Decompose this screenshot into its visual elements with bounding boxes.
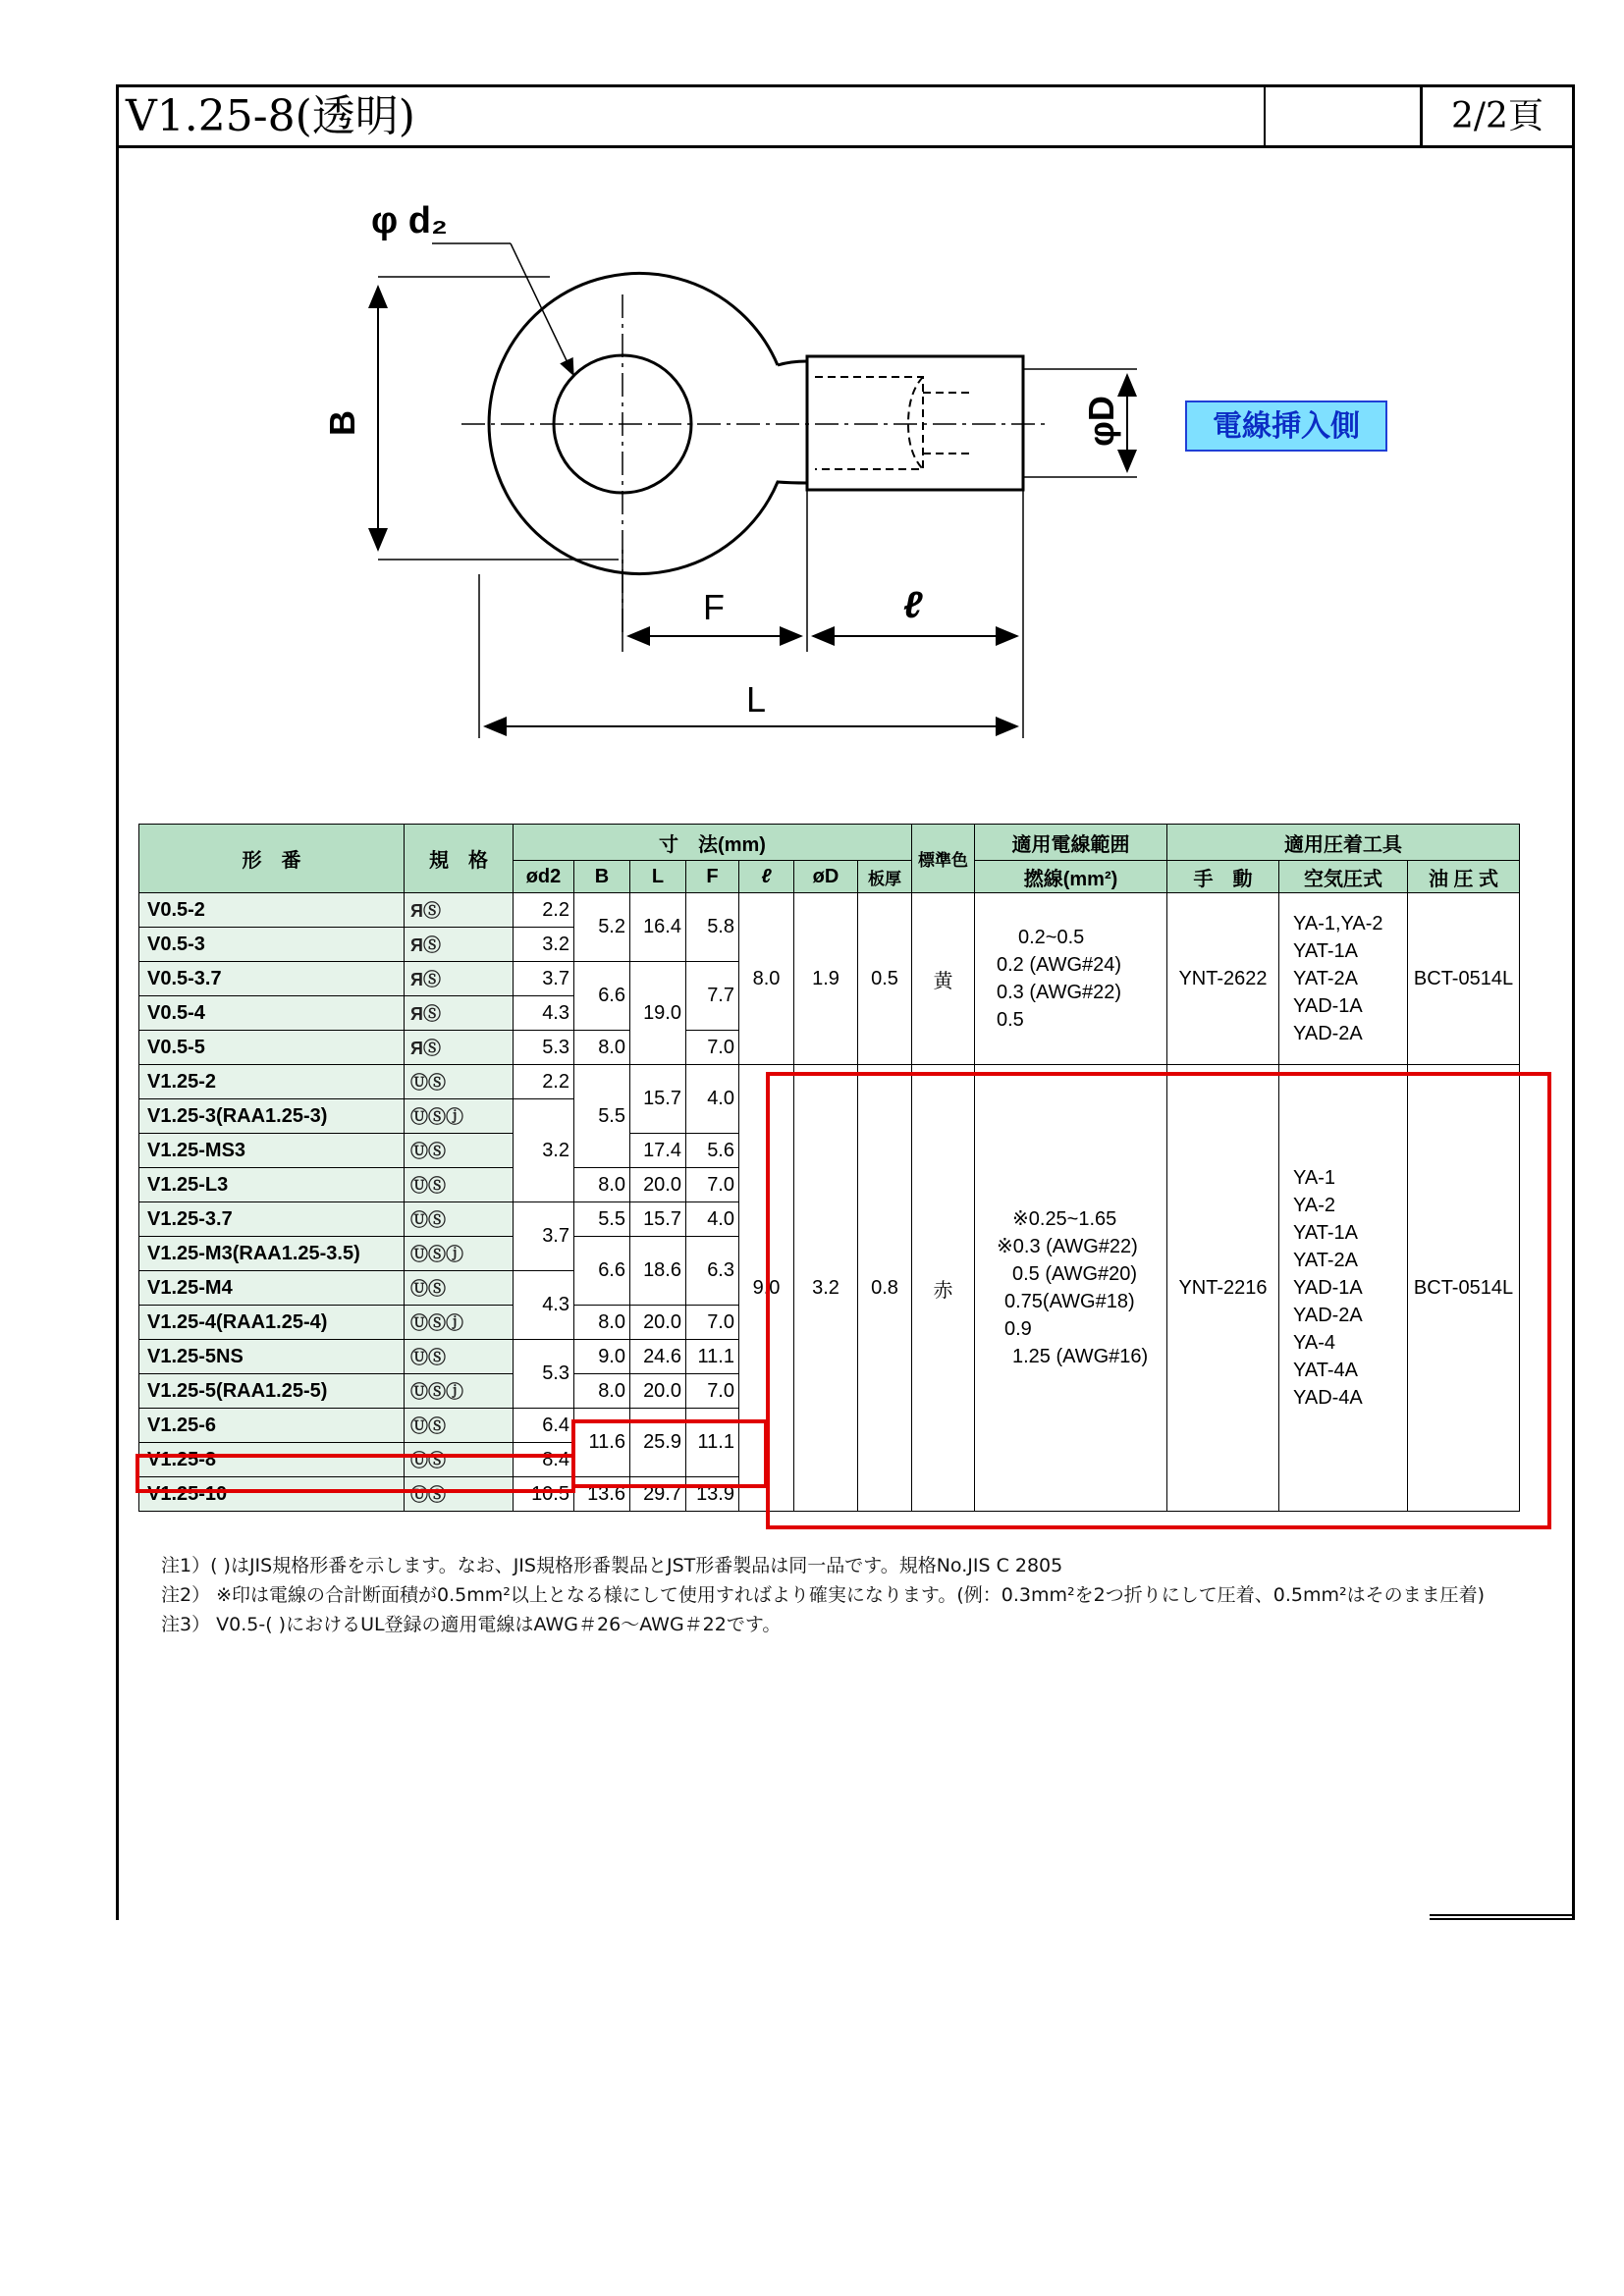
d2-value: 5.3	[514, 1340, 574, 1409]
L-value: 20.0	[630, 1168, 686, 1202]
col-thickness: 板厚	[858, 861, 912, 893]
D-value: 3.2	[794, 1065, 858, 1512]
L-value: 16.4	[630, 893, 686, 962]
standard-marks: ⓊⓈ	[405, 1065, 514, 1099]
col-l: ℓ	[739, 861, 794, 893]
F-value: 4.0	[686, 1065, 739, 1134]
F-value: 11.1	[686, 1409, 739, 1477]
F-value: 5.8	[686, 893, 739, 962]
model-name: V1.25-M3(RAA1.25-3.5)	[139, 1237, 405, 1271]
highlight-dimensions	[571, 1419, 768, 1488]
hydraulic-tool: BCT-0514L	[1408, 1065, 1520, 1512]
F-value: 7.0	[686, 1031, 739, 1065]
model-name: V1.25-L3	[139, 1168, 405, 1202]
model-name: V1.25-M4	[139, 1271, 405, 1306]
col-pneumatic: 空気圧式	[1279, 861, 1408, 893]
ring-neck	[778, 361, 807, 365]
pneumatic-tools-v125: YA-1 YA-2 YAT-1A YAT-2A YAD-1A YAD-2A YA-4 YAT-4A YAD-4A	[1279, 1065, 1408, 1512]
col-L: L	[630, 861, 686, 893]
B-value: 5.5	[574, 1202, 630, 1237]
B-value: 5.5	[574, 1065, 630, 1168]
standard-marks: ⓊⓈ	[405, 1271, 514, 1306]
manual-tool: YNT-2622	[1167, 893, 1279, 1065]
thickness-value: 0.5	[858, 893, 912, 1065]
model-name: V1.25-6	[139, 1409, 405, 1443]
model-name: V0.5-5	[139, 1031, 405, 1065]
B-value: 13.6	[574, 1477, 630, 1512]
L-value: 19.0	[630, 962, 686, 1065]
d2-value: 8.4	[514, 1443, 574, 1477]
model-name: V1.25-2	[139, 1065, 405, 1099]
B-value: 11.6	[574, 1409, 630, 1477]
highlight-common-specs	[766, 1072, 1551, 1529]
standard-marks: ⓊⓈ	[405, 1409, 514, 1443]
d2-value: 4.3	[514, 1271, 574, 1340]
F-value: 7.0	[686, 1168, 739, 1202]
standard-marks: ЯⓈ	[405, 962, 514, 996]
col-manual: 手 動	[1167, 861, 1279, 893]
D-value: 1.9	[794, 893, 858, 1065]
standard-marks: ⓊⓈⓙ	[405, 1306, 514, 1340]
l-value: 9.0	[739, 1065, 794, 1512]
model-name: V0.5-4	[139, 996, 405, 1031]
L-value: 17.4	[630, 1134, 686, 1168]
note-1: 注1）( )はJIS規格形番を示します。なお、JIS規格形番製品とJST形番製品は同一品です。規格No.JIS C 2805	[161, 1555, 1063, 1576]
table-row	[139, 893, 1520, 928]
L-value: 18.6	[630, 1237, 686, 1306]
col-stranded: 撚線(mm²)	[975, 861, 1167, 893]
standard-marks: ⓊⓈ	[405, 1477, 514, 1512]
F-value: 5.6	[686, 1134, 739, 1168]
standard-marks: ЯⓈ	[405, 928, 514, 962]
model-name: V1.25-MS3	[139, 1134, 405, 1168]
F-value: 7.0	[686, 1374, 739, 1409]
d2-value: 3.2	[514, 928, 574, 962]
standard-marks: ⓊⓈ	[405, 1202, 514, 1237]
L-value: 25.9	[630, 1409, 686, 1477]
wire-insertion-side-label: 電線挿入側	[1185, 400, 1387, 452]
model-name: V0.5-3	[139, 928, 405, 962]
page-number: 2/2頁	[1451, 96, 1543, 136]
F-value: 7.7	[686, 962, 739, 1031]
model-name: V1.25-3.7	[139, 1202, 405, 1237]
B-value: 9.0	[574, 1340, 630, 1374]
B-value: 8.0	[574, 1168, 630, 1202]
col-B: B	[574, 861, 630, 893]
col-color: 標準色	[912, 825, 975, 893]
model-name: V0.5-3.7	[139, 962, 405, 996]
dim-L-label: L	[746, 679, 767, 720]
model-name: V1.25-10	[139, 1477, 405, 1512]
model-name: V1.25-5NS	[139, 1340, 405, 1374]
thickness-value: 0.8	[858, 1065, 912, 1512]
model-name: V1.25-5(RAA1.25-5)	[139, 1374, 405, 1409]
model-name: V1.25-8	[139, 1443, 405, 1477]
F-value: 6.3	[686, 1237, 739, 1306]
col-D: øD	[794, 861, 858, 893]
F-value: 4.0	[686, 1202, 739, 1237]
L-value: 20.0	[630, 1306, 686, 1340]
col-tools: 適用圧着工具	[1167, 825, 1520, 861]
dim-F-label: F	[703, 587, 725, 627]
highlight-model-row	[135, 1454, 575, 1493]
d2-value: 6.4	[514, 1409, 574, 1443]
l-value: 8.0	[739, 893, 794, 1065]
standard-marks: ЯⓈ	[405, 996, 514, 1031]
standard-marks: ⓊⓈ	[405, 1134, 514, 1168]
col-model: 形 番	[139, 825, 405, 893]
B-value: 8.0	[574, 1374, 630, 1409]
standard-marks: ⓊⓈ	[405, 1168, 514, 1202]
page-title: V1.25-8(透明)	[126, 91, 415, 141]
standard-marks: ЯⓈ	[405, 1031, 514, 1065]
col-dimensions: 寸 法(mm)	[514, 825, 912, 861]
frame-bottom-rule	[1430, 1914, 1575, 1920]
d2-value: 4.3	[514, 996, 574, 1031]
color-value: 黄	[912, 893, 975, 1065]
B-value: 8.0	[574, 1306, 630, 1340]
note-3: 注3） V0.5-( )におけるUL登録の適用電線はAWG＃26～AWG＃22です。	[161, 1614, 782, 1635]
terminal-drawing	[0, 0, 1624, 785]
dim-D-label: φD	[1080, 396, 1121, 447]
d2-value: 10.5	[514, 1477, 574, 1512]
manual-tool: YNT-2216	[1167, 1065, 1279, 1512]
standard-marks: ⓊⓈ	[405, 1443, 514, 1477]
d2-value: 3.7	[514, 1202, 574, 1271]
d2-value: 3.7	[514, 962, 574, 996]
wire-range-v125: ※0.25~1.65 ※0.3 (AWG#22) 0.5 (AWG#20) 0.75(AWG#18) 0.9 1.25 (AWG#16)	[975, 1065, 1167, 1512]
standard-marks: ЯⓈ	[405, 893, 514, 928]
L-value: 20.0	[630, 1374, 686, 1409]
B-value: 6.6	[574, 1237, 630, 1306]
note-2: 注2） ※印は電線の合計断面積が0.5mm²以上となる様にして使用すればより確実になります。(例：0.3mm²を2つ折りにして圧着、0.5mm²はそのまま圧着)	[161, 1584, 1485, 1606]
dim-d2-label: φ d₂	[371, 200, 448, 241]
d2-value: 2.2	[514, 893, 574, 928]
L-value: 15.7	[630, 1202, 686, 1237]
standard-marks: ⓊⓈⓙ	[405, 1099, 514, 1134]
F-value: 7.0	[686, 1306, 739, 1340]
B-value: 8.0	[574, 1031, 630, 1065]
notes	[161, 1551, 1485, 1639]
dim-B-label: B	[322, 410, 362, 436]
d2-value: 2.2	[514, 1065, 574, 1099]
B-value: 5.2	[574, 893, 630, 962]
hydraulic-tool: BCT-0514L	[1408, 893, 1520, 1065]
col-d2: ød2	[514, 861, 574, 893]
standard-marks: ⓊⓈⓙ	[405, 1237, 514, 1271]
model-name: V1.25-4(RAA1.25-4)	[139, 1306, 405, 1340]
L-value: 24.6	[630, 1340, 686, 1374]
d2-value: 3.2	[514, 1099, 574, 1202]
dim-l-label: ℓ	[903, 585, 923, 626]
B-value: 6.6	[574, 962, 630, 1031]
col-F: F	[686, 861, 739, 893]
F-value: 11.1	[686, 1340, 739, 1374]
L-value: 29.7	[630, 1477, 686, 1512]
F-value: 13.9	[686, 1477, 739, 1512]
d2-value: 5.3	[514, 1031, 574, 1065]
col-hydraulic: 油 圧 式	[1408, 861, 1520, 893]
color-value: 赤	[912, 1065, 975, 1512]
standard-marks: ⓊⓈ	[405, 1340, 514, 1374]
model-name: V1.25-3(RAA1.25-3)	[139, 1099, 405, 1134]
model-name: V0.5-2	[139, 893, 405, 928]
L-value: 15.7	[630, 1065, 686, 1134]
wire-range-v05: 0.2~0.5 0.2 (AWG#24) 0.3 (AWG#22) 0.5	[975, 893, 1167, 1065]
standard-marks: ⓊⓈⓙ	[405, 1374, 514, 1409]
col-standard: 規 格	[405, 825, 514, 893]
pneumatic-tools-v05: YA-1,YA-2 YAT-1A YAT-2A YAD-1A YAD-2A	[1279, 893, 1408, 1065]
col-wire-range: 適用電線範囲	[975, 825, 1167, 861]
